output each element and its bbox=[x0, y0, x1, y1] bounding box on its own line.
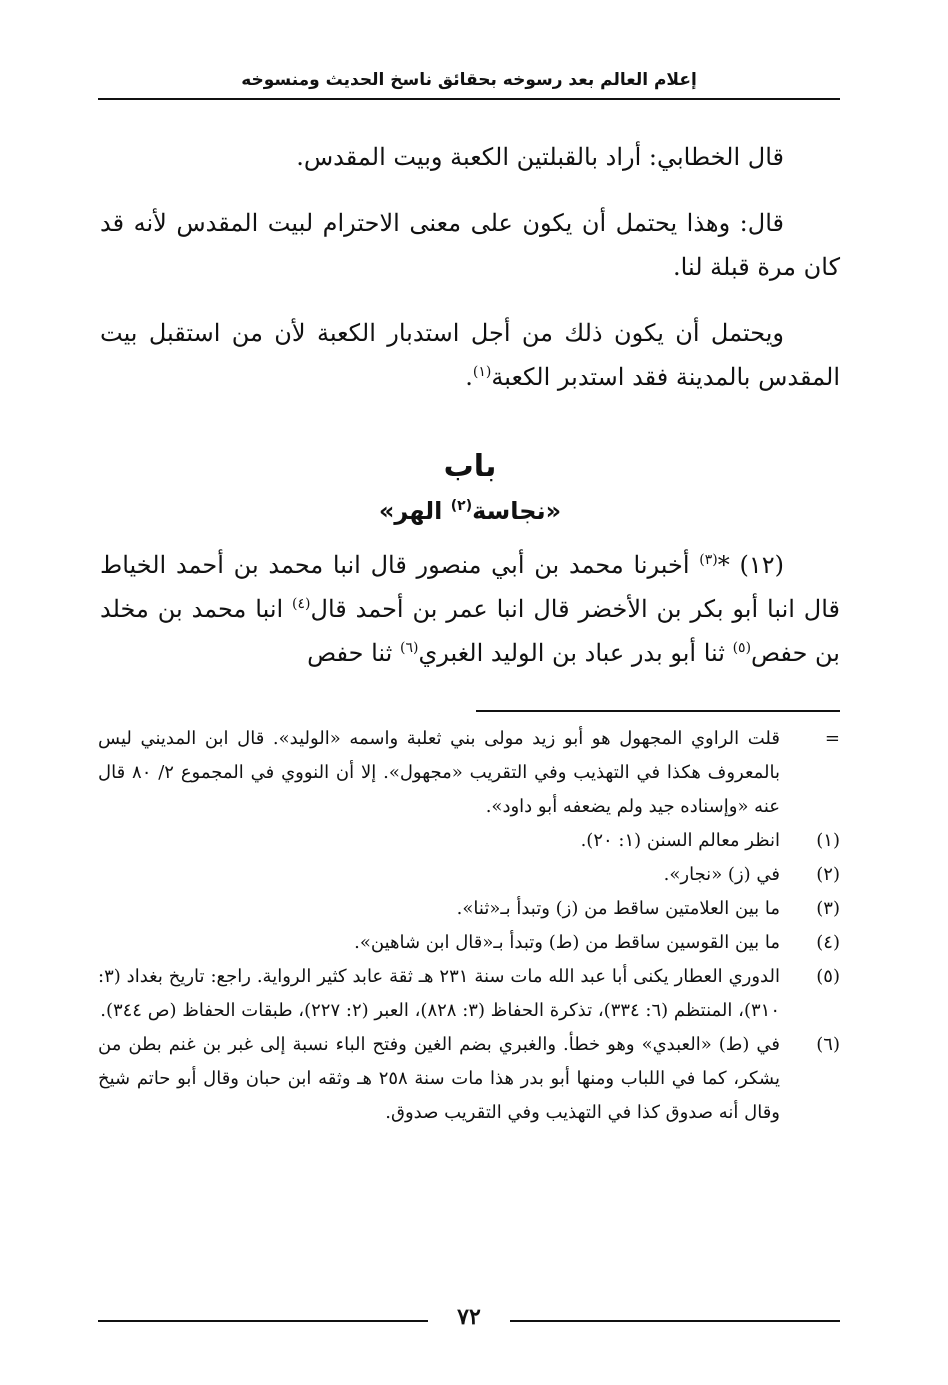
footnote-ref: (٤) bbox=[292, 596, 311, 612]
footnote-text: قلت الراوي المجهول هو أبو زيد مولى بني ثعلبة واسمه «الوليد». قال ابن المديني ليس بالمعروف هكذا في التهذيب وفي التقريب «مجهول». إلا أن النووي في المجموع ٢/ ٨٠ قال عنه «وإسناده جيد ولم يضعفه أبو داود». bbox=[98, 728, 781, 817]
hadith-text: ثنا أبو بدر عباد بن الوليد الغبري bbox=[418, 639, 733, 667]
footnote-text: ما بين القوسين ساقط من (ط) وتبدأ بـ«قال ابن شاهين». bbox=[354, 932, 780, 953]
footnote-number: (١) bbox=[816, 830, 840, 851]
hadith-text: انبا محمد بن مخلد بن حفص bbox=[100, 595, 840, 667]
page-footer bbox=[98, 1304, 840, 1336]
chapter-heading: باب bbox=[443, 449, 497, 484]
footnote bbox=[98, 926, 840, 960]
header-rule bbox=[98, 98, 840, 100]
footnote bbox=[98, 722, 840, 824]
paragraph bbox=[100, 201, 840, 289]
paragraph-text: قال: وهذا يحتمل أن يكون على معنى الاحترام لبيت المقدس لأنه قد كان مرة قبلة لنا. bbox=[100, 209, 840, 281]
footnote bbox=[98, 892, 840, 926]
hadith-text: ثنا حفص bbox=[307, 639, 400, 667]
section-title-part: «نجاسة bbox=[472, 497, 562, 525]
footnote-text: انظر معالم السنن (١: ٢٠). bbox=[580, 830, 780, 851]
asterisk-mark: * bbox=[717, 551, 730, 579]
footnote-text: ما بين العلامتين ساقط من (ز) وتبدأ بـ«ثنا». bbox=[456, 898, 780, 919]
footnote bbox=[98, 858, 840, 892]
footnote-number: (٢) bbox=[816, 864, 840, 885]
footnote-ref: (٥) bbox=[732, 640, 752, 656]
running-title: إعلام العالم بعد رسوخه بحقائق ناسخ الحديث ومنسوخه bbox=[241, 70, 697, 90]
footnote-text: في (ط) «العبدي» وهو خطأ. والغبري بضم الغين وفتح الباء نسبة إلى غبر بن غنم بطن من يشكر، كما في اللباب ومنها أبو بدر هذا مات سنة ٢٥٨ هـ وثقه ابن حبان وقال أبو حاتم شيخ وقال أنه صدوق كذا في التهذيب وفي التقريب صدوق. bbox=[98, 1034, 780, 1123]
paragraph bbox=[100, 311, 840, 399]
footnote bbox=[98, 960, 840, 1028]
hadith-paragraph bbox=[100, 543, 840, 675]
footnote-ref: (٣) bbox=[699, 552, 718, 568]
hadith-text: أخبرنا محمد بن أبي منصور قال انبا محمد بن أحمد الخياط قال انبا أبو بكر بن الأخضر قال انبا عمر بن أحمد قال bbox=[100, 551, 841, 623]
paragraph-text: قال الخطابي: أراد بالقبلتين الكعبة وبيت المقدس. bbox=[296, 143, 784, 171]
footnote-ref: (٦) bbox=[399, 640, 419, 656]
footnote-ref: (٢) bbox=[450, 498, 473, 514]
paragraph-end: . bbox=[465, 363, 473, 391]
footnote-ref: (١) bbox=[472, 364, 492, 380]
footnotes bbox=[98, 722, 840, 1130]
footnote-number: (٦) bbox=[816, 1034, 840, 1055]
footer-rule-right bbox=[510, 1320, 840, 1322]
paragraph bbox=[100, 135, 840, 179]
hadith-number: (١٢) bbox=[739, 551, 784, 579]
section-title-part: الهر» bbox=[378, 497, 451, 525]
footnote bbox=[98, 824, 840, 858]
footnote bbox=[98, 1028, 840, 1130]
paragraph-text: ويحتمل أن يكون ذلك من أجل استدبار الكعبة لأن من استقبل بيت المقدس بالمدينة فقد استدبر الكعبة bbox=[100, 319, 840, 391]
footnote-number: (٣) bbox=[816, 898, 840, 919]
footnote-text: في (ز) «نجار». bbox=[663, 864, 780, 885]
footnote-number: = bbox=[824, 728, 840, 749]
section-heading bbox=[100, 491, 840, 531]
footnote-separator bbox=[476, 710, 840, 712]
footnote-number: (٥) bbox=[816, 966, 840, 987]
footnote-text: الدوري العطار يكنى أبا عبد الله مات سنة ٢٣١ هـ ثقة عابد كثير الرواية. راجع: تاريخ بغداد (٣: ٣١٠)، المنتظم (٦: ٣٣٤)، تذكرة الحفاظ (٣: ٨٢٨)، العبر (٢: ٢٢٧)، طبقات الحفاظ (ص ٣٤٤). bbox=[98, 966, 780, 1021]
page-number: ٧٢ bbox=[457, 1304, 481, 1330]
footnote-number: (٤) bbox=[816, 932, 840, 953]
main-text bbox=[100, 135, 840, 697]
